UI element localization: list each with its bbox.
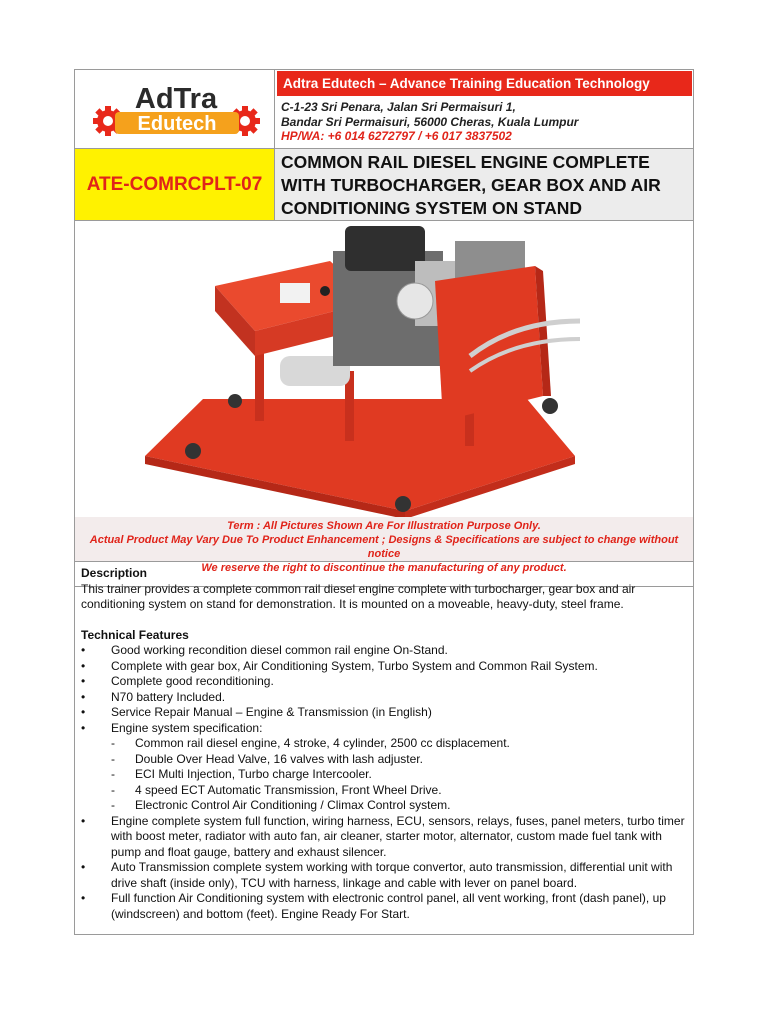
feature-item-spec [81,721,689,814]
product-sheet [74,69,694,935]
feature-item: • Full function Air Conditioning system with electronic control panel, all vent working, front (dash panel), up (windscreen) and bottom (feet). Engine Ready For Start. [81,891,689,922]
feature-item: • N70 battery Included. [81,690,689,706]
title-line-3: CONDITIONING SYSTEM ON STAND [281,198,583,218]
spec-list [111,736,689,814]
title-line-2: WITH TURBOCHARGER, GEAR BOX AND AIR [281,175,661,195]
feature-item-label: Engine system specification: [111,720,263,735]
logo-word-adtra: AdTra [134,83,218,115]
feature-item: • Good working recondition diesel common rail engine On-Stand. [81,643,689,659]
features-heading: Technical Features [81,627,189,642]
address-line-1: C-1-23 Sri Penara, Jalan Sri Permaisuri 1, [281,100,516,114]
feature-item: • Complete with gear box, Air Conditioning System, Turbo System and Common Rail System. [81,659,689,675]
company-logo [75,70,275,149]
terms-line-1: Term : All Pictures Shown Are For Illustration Purpose Only. [227,520,541,532]
company-address [281,100,691,144]
spec-item: - Double Over Head Valve, 16 valves with lash adjuster. [111,752,689,768]
feature-item: • Engine complete system full function, wiring harness, ECU, sensors, relays, fuses, panel meters, turbo timer with boost meter, radiator with auto fan, air cleaner, starter motor, alternator, custom made fuel tank with pump and float gauge, battery and exhaust silencer. [81,814,689,861]
product-title [275,149,693,220]
phone-line: HP/WA: +6 014 6272797 / +6 017 3837502 [281,129,512,143]
spec-item: - Electronic Control Air Conditioning / Climax Control system. [111,798,689,814]
description-body: This trainer provides a complete common rail diesel engine complete with turbocharger, gear box and air conditioning system on stand for demonstration. It is mounted on a moveable, heavy-duty, steel frame. [81,581,636,611]
engine-trainer-image [75,221,693,517]
address-line-2: Bandar Sri Permaisuri, 56000 Cheras, Kuala Lumpur [281,114,579,129]
spec-item: - Common rail diesel engine, 4 stroke, 4 cylinder, 2500 cc displacement. [111,736,689,752]
spec-item: - 4 speed ECT Automatic Transmission, Front Wheel Drive. [111,783,689,799]
product-code: ATE-COMRCPLT-07 [75,149,275,220]
title-row [75,149,693,221]
terms-line-2: Actual Product May Vary Due To Product Enhancement ; Designs & Specifications are subject to change without notice [89,534,679,560]
feature-item: • Complete good reconditioning. [81,674,689,690]
title-line-1: COMMON RAIL DIESEL ENGINE COMPLETE [281,152,650,172]
header-row [75,70,693,149]
company-name-bar: Adtra Edutech – Advance Training Education Technology [277,71,692,96]
feature-item: • Service Repair Manual – Engine & Transmission (in English) [81,705,689,721]
description-heading: Description [81,566,148,580]
spec-item: - ECI Multi Injection, Turbo charge Intercooler. [111,767,689,783]
feature-item: • Auto Transmission complete system working with torque convertor, auto transmission, differential unit with drive shaft (inside only), TCU with harness, linkage and cable with lever on panel board. [81,860,689,891]
features-list [81,643,689,922]
terms-line-3: We reserve the right to discontinue the manufacturing of any product. [201,562,567,574]
logo-word-edutech: Edutech [137,113,217,135]
content-section [75,566,695,922]
